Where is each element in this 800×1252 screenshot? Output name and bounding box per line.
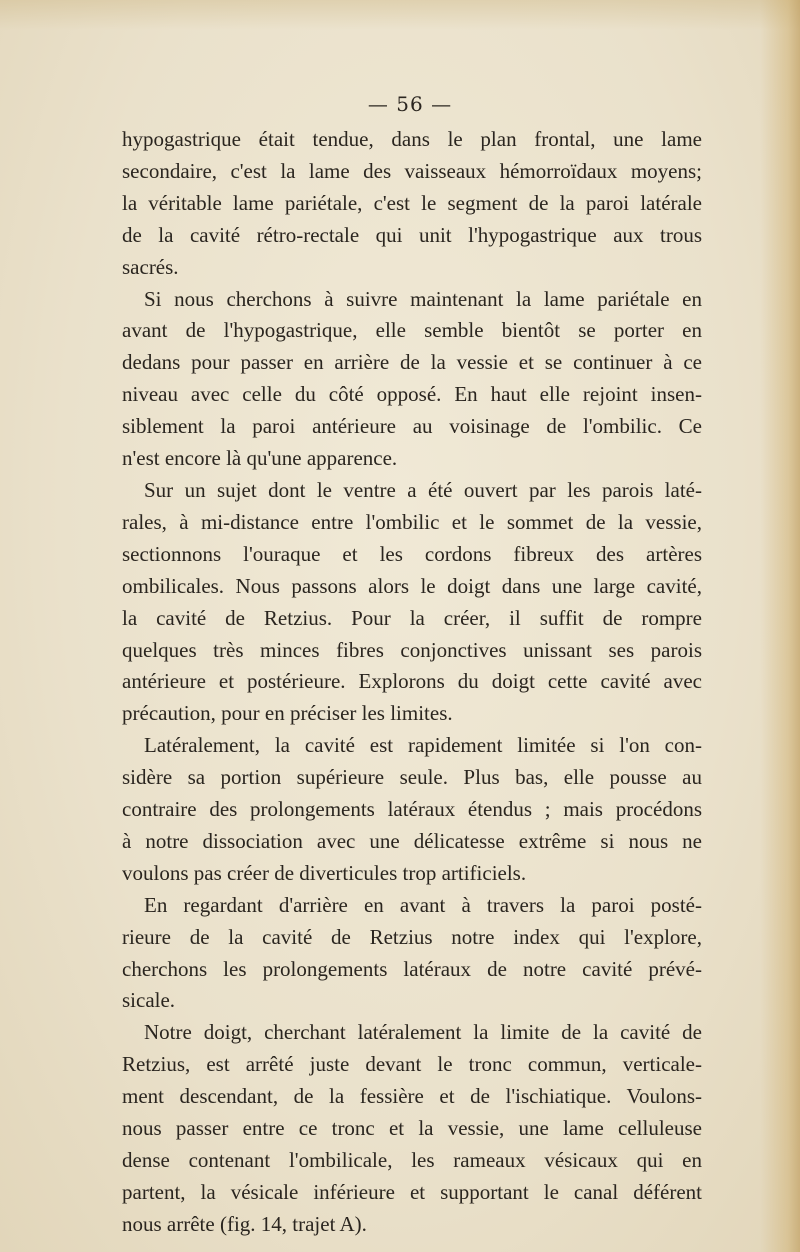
text-line: secondaire, c'est la lame des vaisseaux hémorroïdaux moyens; [122,158,702,183]
text-line: de la cavité rétro-rectale qui unit l'hypogastrique aux trous [122,222,702,247]
text-line: dedans pour passer en arrière de la vessie et se continuer à ce [122,350,702,375]
text-line: la véritable lame pariétale, c'est le segment de la paroi latérale [122,190,702,215]
text-line: rales, à mi-distance entre l'ombilic et le sommet de la vessie, [122,509,702,534]
page-edge-top [0,0,800,30]
body-text [122,124,702,1241]
text-line: Si nous cherchons à suivre maintenant la lame pariétale en [144,286,702,311]
text-line: contraire des prolongements latéraux étendus ; mais procédons [122,797,702,822]
text-line: voulons pas créer de diverticules trop artificiels. [122,860,527,885]
text-line: ombilicales. Nous passons alors le doigt dans une large cavité, [122,573,702,598]
text-line: la cavité de Retzius. Pour la créer, il suffit de rompre [122,605,702,630]
text-line: ment descendant, de la fessière et de l'ischiatique. Voulons- [122,1084,702,1109]
text-line: nous arrête (fig. 14, trajet A). [122,1211,367,1236]
text-line: sidère sa portion supérieure seule. Plus bas, elle pousse au [122,765,702,790]
text-line: rieure de la cavité de Retzius notre index qui l'explore, [122,924,702,949]
text-line: Sur un sujet dont le ventre a été ouvert par les parois laté- [144,477,702,502]
text-line: Retzius, est arrêté juste devant le tronc commun, verticale- [122,1052,702,1077]
text-line: hypogastrique était tendue, dans le plan frontal, une lame [122,127,702,151]
text-line: niveau avec celle du côté opposé. En haut elle rejoint insen- [122,382,702,407]
text-line: dense contenant l'ombilicale, les rameaux vésicaux qui en [122,1148,702,1172]
page-number: — 56 — [367,92,453,116]
text-line: antérieure et postérieure. Explorons du doigt cette cavité avec [122,669,702,694]
text-line: nous passer entre ce tronc et la vessie, une lame celluleuse [122,1116,702,1141]
text-line: sicale. [122,988,176,1013]
text-line: Latéralement, la cavité est rapidement limitée si l'on con- [144,733,702,758]
text-line: n'est encore là qu'une apparence. [122,446,398,471]
text-line: Notre doigt, cherchant latéralement la limite de la cavité de [144,1020,702,1045]
text-line: cherchons les prolongements latéraux de notre cavité prévé- [122,956,702,981]
text-line: à notre dissociation avec une délicatesse extrême si nous ne [122,828,702,853]
text-line: quelques très minces fibres conjonctives unissant ses parois [122,637,702,662]
text-line: sacrés. [122,254,179,279]
page-edge-right [760,0,800,1252]
text-line: En regardant d'arrière en avant à travers la paroi posté- [144,892,702,917]
text-line: avant de l'hypogastrique, elle semble bientôt se porter en [122,318,702,343]
text-line: partent, la vésicale inférieure et supportant le canal déférent [122,1179,702,1204]
text-line: siblement la paroi antérieure au voisinage de l'ombilic. Ce [122,414,702,439]
text-line: sectionnons l'ouraque et les cordons fibreux des artères [122,541,702,566]
text-line: précaution, pour en préciser les limites. [122,701,453,726]
